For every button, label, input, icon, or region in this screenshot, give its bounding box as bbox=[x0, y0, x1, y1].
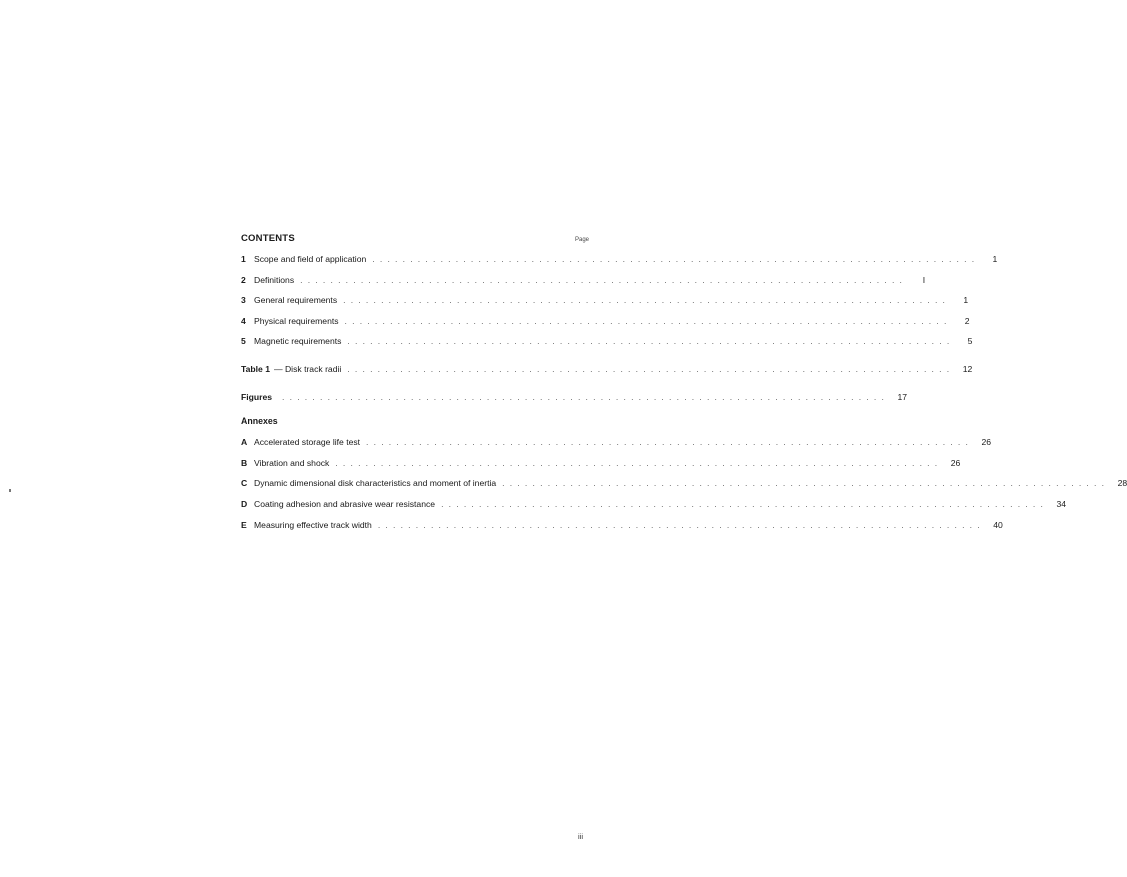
table-of-contents bbox=[241, 233, 1127, 535]
entry-page: 17 bbox=[897, 391, 908, 402]
toc-entry-1[interactable] bbox=[241, 249, 998, 270]
toc-entry-table-1[interactable] bbox=[241, 359, 973, 380]
entry-label: Coating adhesion and abrasive wear resistance bbox=[254, 498, 436, 509]
dot-leader: ................................................................................ bbox=[282, 391, 890, 402]
entry-number: C bbox=[241, 478, 248, 489]
contents-title: CONTENTS bbox=[241, 233, 295, 244]
spacer bbox=[241, 380, 589, 387]
toc-entry-annex-c[interactable] bbox=[241, 473, 1127, 494]
dot-leader: ................................................................................ bbox=[377, 519, 985, 530]
entry-page: 2 bbox=[964, 315, 970, 326]
entry-page: 34 bbox=[1056, 498, 1067, 509]
toc-entry-annex-a[interactable] bbox=[241, 432, 992, 453]
entry-label: Definitions bbox=[254, 274, 295, 285]
toc-entry-annex-e[interactable] bbox=[241, 515, 1003, 536]
dot-leader: ................................................................................ bbox=[366, 437, 974, 448]
entry-number: 3 bbox=[241, 295, 246, 306]
dot-leader: ................................................................................ bbox=[347, 336, 955, 347]
entry-number: A bbox=[241, 437, 248, 448]
entry-page: 1 bbox=[963, 295, 969, 306]
entry-page: 40 bbox=[993, 519, 1003, 530]
dot-leader: ................................................................................ bbox=[502, 478, 1110, 489]
entry-page: 28 bbox=[1117, 478, 1127, 489]
entry-number: D bbox=[241, 498, 248, 509]
toc-entry-4[interactable] bbox=[241, 311, 970, 332]
annexes-heading: Annexes bbox=[241, 416, 278, 427]
entry-page: 1 bbox=[992, 254, 998, 264]
entry-number: 1 bbox=[241, 254, 246, 264]
dot-leader: ................................................................................ bbox=[347, 363, 955, 374]
entry-number: B bbox=[241, 457, 248, 468]
entry-label: Measuring effective track width bbox=[254, 519, 372, 530]
entry-label: — Disk track radii bbox=[273, 363, 342, 374]
toc-entry-5[interactable] bbox=[241, 331, 973, 352]
entry-label: Scope and field of application bbox=[254, 254, 367, 264]
entry-number: 2 bbox=[241, 274, 246, 285]
entry-number: 5 bbox=[241, 336, 246, 347]
dot-leader: ................................................................................ bbox=[343, 295, 951, 306]
entry-label: Accelerated storage life test bbox=[254, 437, 361, 448]
scan-speck bbox=[9, 489, 11, 492]
toc-entry-annex-d[interactable] bbox=[241, 494, 1067, 515]
dot-leader: ................................................................................ bbox=[300, 274, 908, 285]
page-column-label: Page bbox=[574, 237, 589, 243]
table-prefix: Table 1 bbox=[241, 363, 270, 374]
entry-label: General requirements bbox=[254, 295, 338, 306]
dot-leader: ................................................................................ bbox=[335, 457, 943, 468]
dot-leader: ................................................................................ bbox=[441, 498, 1049, 509]
toc-entry-annex-b[interactable] bbox=[241, 453, 961, 474]
page-number: iii bbox=[578, 832, 583, 841]
toc-entry-2[interactable] bbox=[241, 270, 926, 291]
entry-page: 26 bbox=[950, 457, 961, 468]
entry-label: Physical requirements bbox=[254, 315, 339, 326]
entry-label: Dynamic dimensional disk characteristics and moment of inertia bbox=[254, 478, 497, 489]
entry-label: Vibration and shock bbox=[254, 457, 330, 468]
dot-leader: ................................................................................ bbox=[372, 254, 980, 264]
entry-number: 4 bbox=[241, 315, 246, 326]
toc-entry-figures[interactable] bbox=[241, 387, 908, 408]
toc-entry-3[interactable] bbox=[241, 290, 969, 311]
entry-page: 5 bbox=[967, 336, 973, 347]
entry-number: E bbox=[241, 519, 247, 530]
spacer bbox=[241, 352, 589, 359]
figures-label: Figures bbox=[241, 391, 273, 402]
entry-page: 12 bbox=[962, 363, 973, 374]
entry-page: 26 bbox=[981, 437, 992, 448]
toc-header bbox=[241, 233, 589, 249]
entry-label: Magnetic requirements bbox=[254, 336, 342, 347]
entry-page: I bbox=[922, 274, 926, 285]
dot-leader: ................................................................................ bbox=[344, 315, 952, 326]
